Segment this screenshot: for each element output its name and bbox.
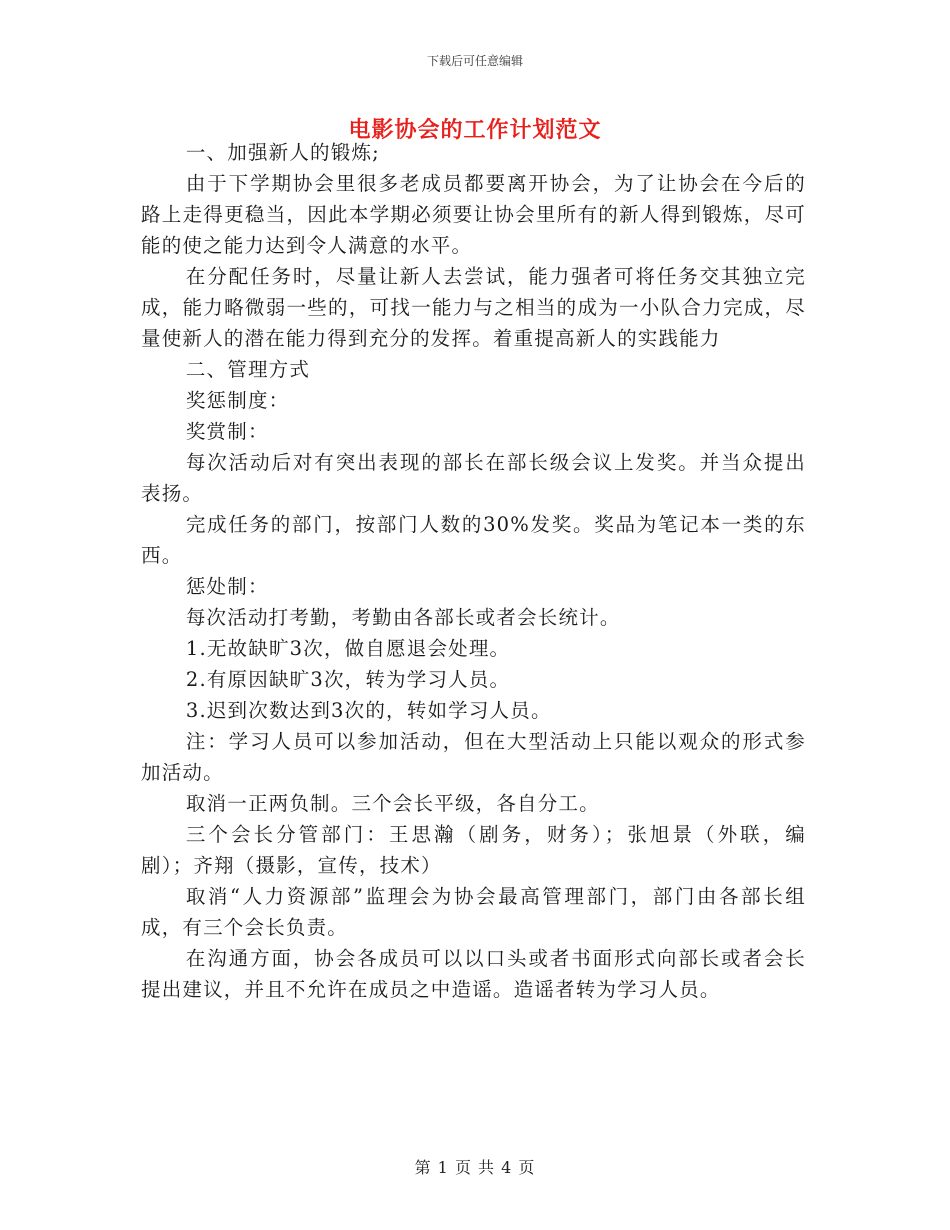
paragraph: 取消一正两负制。三个会长平级，各自分工。	[185, 792, 600, 815]
paragraph: 完成任务的部门，按部门人数的30%发奖。奖品为笔记本一类的东西。	[141, 513, 806, 567]
paragraph: 3.迟到次数达到3次的，转如学习人员。	[185, 699, 552, 722]
paragraph: 惩处制：	[185, 575, 269, 598]
paragraph: 取消“人力资源部”监理会为协会最高管理部门，部门由各部长组成，有三个会长负责。	[141, 885, 806, 939]
paragraph: 在沟通方面，协会各成员可以以口头或者书面形式向部长或者会长提出建议，并且不允许在成员之中造谣。造谣者转为学习人员。	[141, 947, 806, 1001]
paragraph: 每次活动打考勤，考勤由各部长或者会长统计。	[185, 606, 621, 629]
page-number-footer: 第 1 页 共 4 页	[414, 1158, 536, 1177]
header-note: 下载后可任意编辑	[426, 54, 523, 68]
paragraph: 三个会长分管部门：王思瀚（剧务，财务）；张旭景（外联，编剧）；齐翔（摄影，宣传，技术）	[141, 823, 806, 877]
paragraph: 2.有原因缺旷3次，转为学习人员。	[185, 668, 511, 691]
paragraph: 1.无故缺旷3次，做自愿退会处理。	[185, 637, 511, 660]
paragraph: 奖惩制度：	[185, 389, 290, 412]
paragraph: 一、加强新人的锻炼;	[185, 141, 380, 164]
paragraph: 由于下学期协会里很多老成员都要离开协会，为了让协会在今后的路上走得更稳当，因此本学期必须要让协会里所有的新人得到锻炼，尽可能的使之能力达到令人满意的水平。	[141, 172, 806, 257]
paragraph: 注：学习人员可以参加活动，但在大型活动上只能以观众的形式参加活动。	[141, 730, 806, 784]
paragraph: 在分配任务时，尽量让新人去尝试，能力强者可将任务交其独立完成，能力略微弱一些的，可找一能力与之相当的成为一小队合力完成，尽量使新人的潜在能力得到充分的发挥。着重提高新人的实践能力	[141, 265, 806, 350]
document-title: 电影协会的工作计划范文	[348, 117, 602, 143]
document-body	[141, 137, 806, 1005]
paragraph: 二、管理方式	[185, 358, 311, 381]
paragraph: 每次活动后对有突出表现的部长在部长级会议上发奖。并当众提出表扬。	[141, 451, 806, 505]
paragraph: 奖赏制：	[185, 420, 269, 443]
